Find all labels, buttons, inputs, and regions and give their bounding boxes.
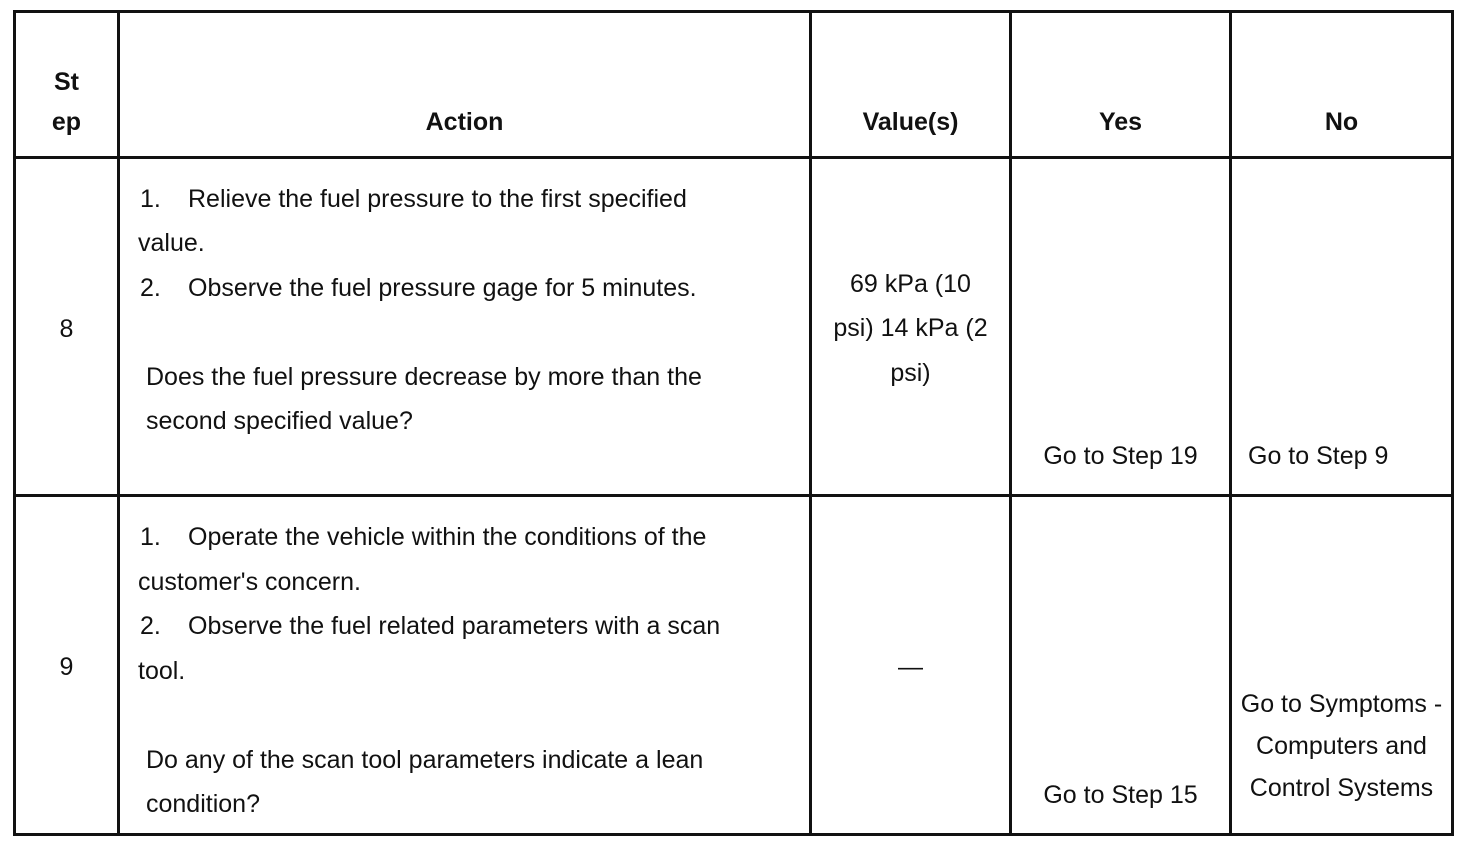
diagnostic-table [13, 10, 1454, 836]
values-cell [811, 496, 1011, 835]
action-question: Does the fuel pressure decrease by more than the second specified value? [146, 362, 702, 436]
action-question: Do any of the scan tool parameters indicate a lean condition? [146, 745, 704, 819]
no-text: Go to Symptoms - Computers and Control Systems [1240, 690, 1443, 802]
action-item: 2. Observe the fuel related parameters with a scan tool. [138, 612, 721, 685]
yes-cell [1011, 496, 1231, 835]
header-action: Action [119, 12, 811, 158]
step-number: 9 [59, 653, 74, 682]
no-text: Go to Step 9 [1248, 441, 1389, 470]
no-cell [1231, 157, 1453, 496]
values-text: 69 kPa (10 psi) 14 kPa (2 psi) [833, 269, 988, 387]
header-row [15, 12, 1453, 158]
action-item: 2. Observe the fuel pressure gage for 5 minutes. [140, 273, 697, 302]
header-no: No [1231, 12, 1453, 158]
step-cell [15, 496, 119, 835]
header-values: Value(s) [811, 12, 1011, 158]
action-item: 1. Operate the vehicle within the conditions of the customer's concern. [138, 523, 707, 596]
table-row [15, 157, 1453, 496]
step-number: 8 [59, 314, 74, 343]
values-text: — [898, 653, 923, 682]
yes-text: Go to Step 15 [1043, 780, 1198, 809]
yes-text: Go to Step 19 [1043, 441, 1198, 470]
action-item: 1. Relieve the fuel pressure to the first specified value. [138, 184, 687, 258]
header-step: St ep [15, 12, 119, 158]
action-cell [119, 496, 811, 835]
action-cell [119, 157, 811, 496]
no-cell [1231, 496, 1453, 835]
values-cell [811, 157, 1011, 496]
yes-cell [1011, 157, 1231, 496]
table-row [15, 496, 1453, 835]
header-yes: Yes [1011, 12, 1231, 158]
step-cell [15, 157, 119, 496]
